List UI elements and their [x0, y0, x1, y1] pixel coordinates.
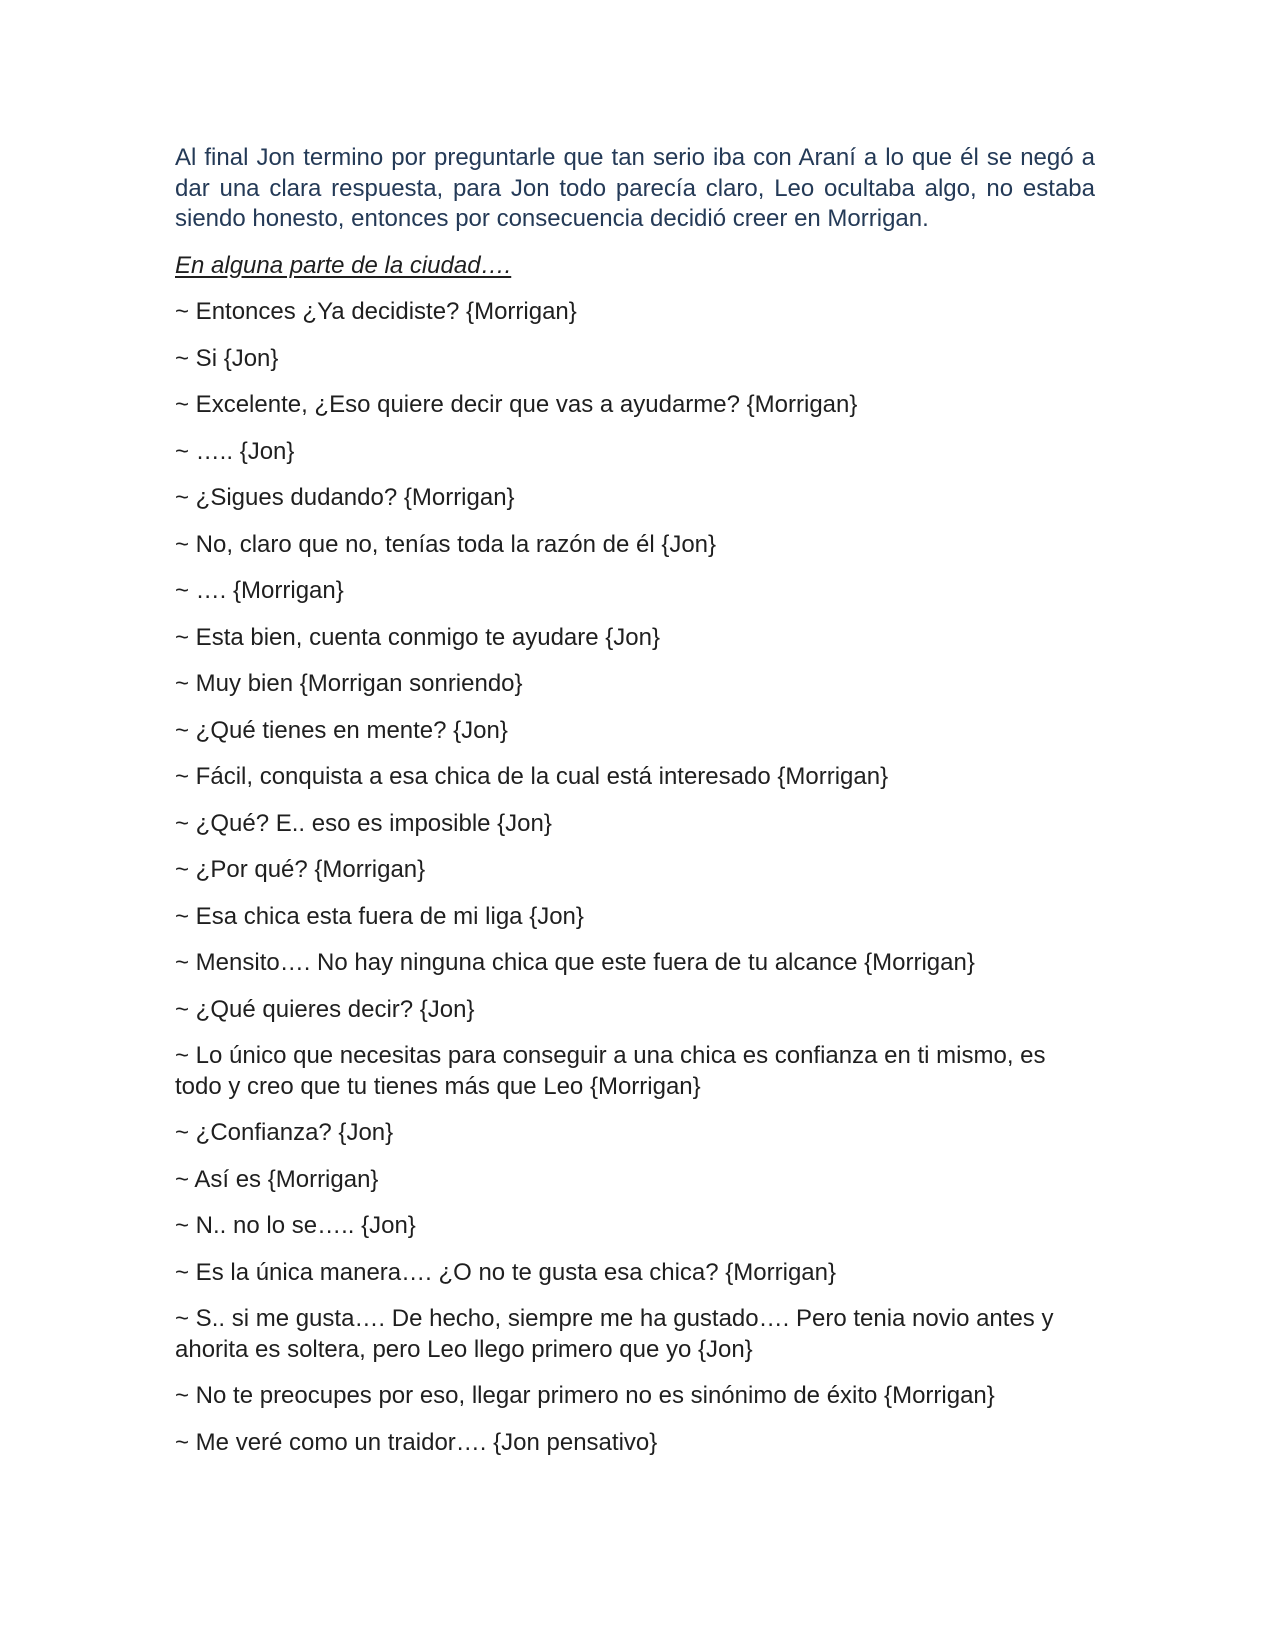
dialogue-line: ~ ¿Por qué? {Morrigan} [175, 856, 426, 883]
dialogue-line: ~ No, claro que no, tenías toda la razón de él {Jon} [175, 530, 717, 558]
intro-paragraph: Al final Jon termino por preguntarle que tan serio iba con Araní a lo que él se negó a dar una clara respuesta, para Jon todo parecía claro, Leo ocultaba algo, no estaba siendo honesto, entonces por consecuencia decidió creer en Morrigan. [175, 144, 1095, 232]
dialogue-line: ~ Fácil, conquista a esa chica de la cual está interesado {Morrigan} [175, 763, 889, 790]
dialogue-line: ~ S.. si me gusta…. De hecho, siempre me ha gustado…. Pero tenia novio antes y ahorita es soltera, pero Leo llego primero que yo {Jon} [175, 1305, 1054, 1363]
dialogue-line: ~ ¿Sigues dudando? {Morrigan} [175, 484, 515, 511]
dialogue-line: ~ …. {Morrigan} [175, 577, 344, 604]
page-content [175, 143, 1095, 1474]
dialogue-line: ~ Excelente, ¿Eso quiere decir que vas a ayudarme? {Morrigan} [175, 391, 858, 418]
dialogue-line: ~ N.. no lo se….. {Jon} [175, 1212, 416, 1239]
dialogue-line: ~ Muy bien {Morrigan sonriendo} [175, 670, 523, 697]
dialogue-list [175, 297, 1095, 1458]
dialogue-line: ~ Esta bien, cuenta conmigo te ayudare {Jon} [175, 623, 661, 651]
dialogue-line: ~ Si {Jon} [175, 344, 279, 372]
dialogue-line: ~ Mensito…. No hay ninguna chica que este fuera de tu alcance {Morrigan} [175, 949, 975, 976]
dialogue-line: ~ Me veré como un traidor…. {Jon pensativo} [175, 1428, 658, 1456]
dialogue-line: ~ ¿Qué? E.. eso es imposible {Jon} [175, 809, 552, 837]
dialogue-line: ~ ¿Qué quieres decir? {Jon} [175, 995, 475, 1023]
dialogue-line: ~ No te preocupes por eso, llegar primero no es sinónimo de éxito {Morrigan} [175, 1382, 995, 1409]
dialogue-line: ~ Esa chica esta fuera de mi liga {Jon} [175, 902, 584, 930]
dialogue-line: ~ ….. {Jon} [175, 437, 295, 465]
scene-heading: En alguna parte de la ciudad…. [175, 251, 512, 279]
dialogue-line: ~ ¿Qué tienes en mente? {Jon} [175, 716, 508, 744]
dialogue-line: ~ Entonces ¿Ya decidiste? {Morrigan} [175, 298, 577, 325]
dialogue-line: ~ Es la única manera…. ¿O no te gusta esa chica? {Morrigan} [175, 1258, 837, 1286]
dialogue-line: ~ Lo único que necesitas para conseguir a una chica es confianza en ti mismo, es todo y creo que tu tienes más que Leo {Morrigan} [175, 1042, 1046, 1100]
dialogue-line: ~ Así es {Morrigan} [175, 1165, 379, 1193]
dialogue-line: ~ ¿Confianza? {Jon} [175, 1119, 394, 1146]
